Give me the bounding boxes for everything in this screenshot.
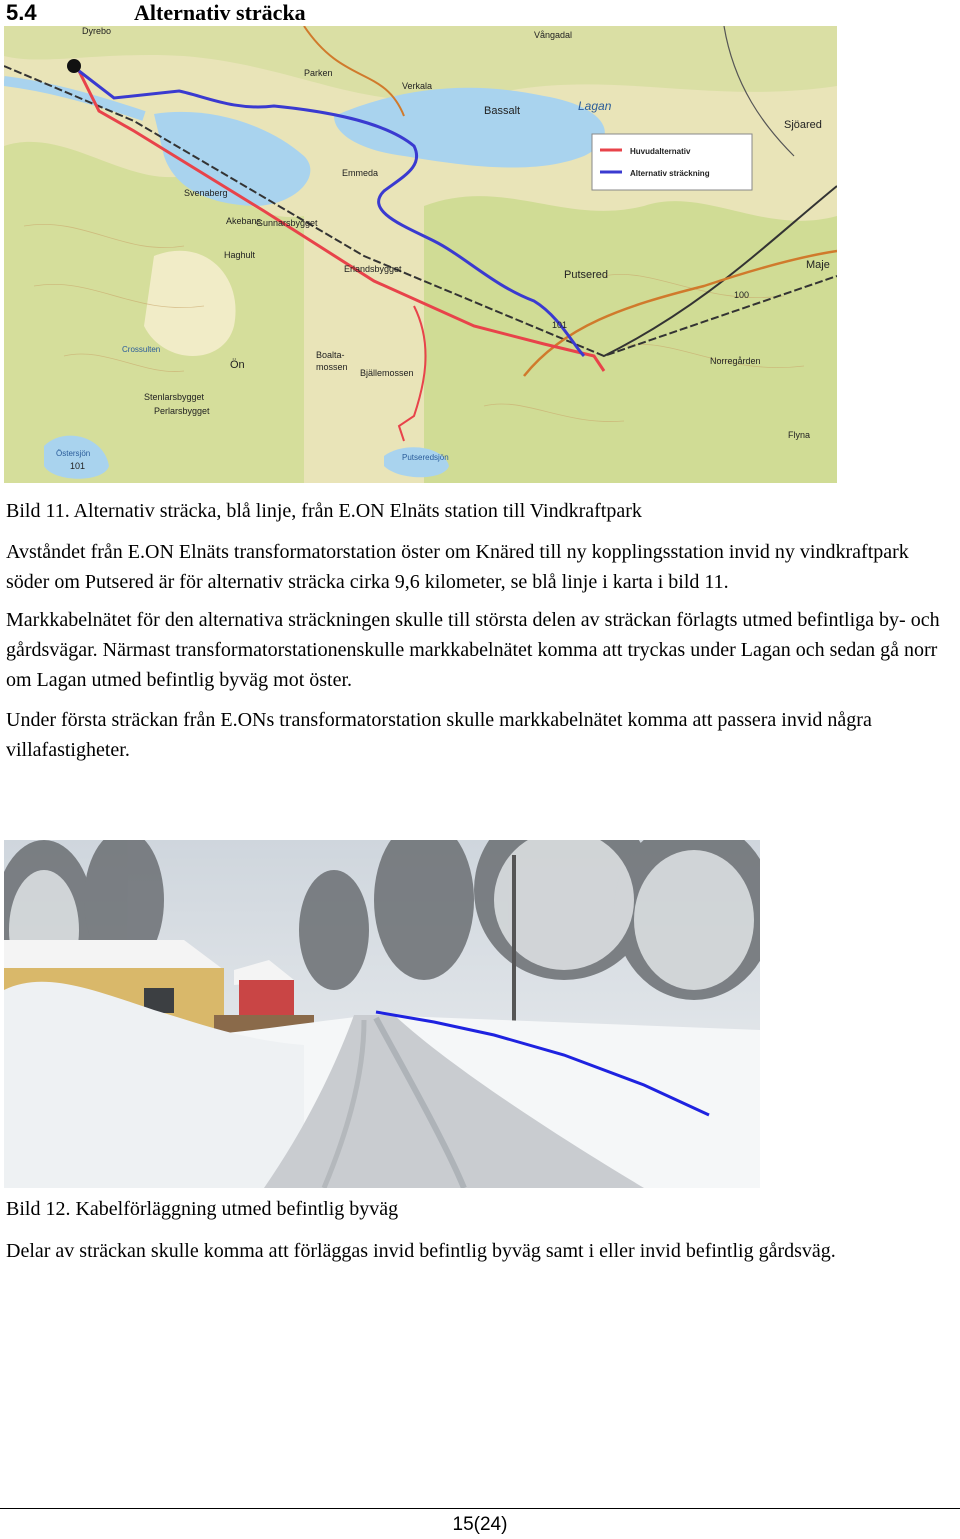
map-legend <box>592 134 752 190</box>
page-number: 15(24) <box>452 1514 508 1535</box>
paragraph-distance: Avståndet från E.ON Elnäts transformatorstation öster om Knäred till ny kopplingsstation invid ny vindkraftpark söder om Putsered är för alternativ sträcka cirka 9,6 kilometer, se blå linje i karta i bild 11. <box>6 541 909 593</box>
paragraph-last: Delar av sträckan skulle komma att förläggas invid befintlig byväg samt i eller invid befintlig gårdsväg. <box>6 1240 836 1262</box>
map-label-haghult: Haghult <box>224 250 256 260</box>
map-label-bassalt: Bassalt <box>484 105 521 117</box>
map-label-perlarsbygget: Perlarsbygget <box>154 406 210 416</box>
map-label-bjallemossen: Bjällemossen <box>360 368 414 378</box>
map-label-parken: Parken <box>304 68 333 78</box>
map-label-r100: 100 <box>734 290 750 300</box>
figure-caption-map: Bild 11. Alternativ sträcka, blå linje, från E.ON Elnäts station till Vindkraftpark <box>6 500 642 522</box>
section-title: Alternativ sträcka <box>134 0 306 25</box>
map-label-lagan: Lagan <box>578 99 612 113</box>
map-label-verkala: Verkala <box>402 81 433 91</box>
legend-main-label: Huvudalternativ <box>630 147 691 156</box>
map-label-boalta: Boalta- <box>316 350 345 360</box>
paragraph-villas: Under första sträckan från E.ONs transformatorstation skulle markkabelnätet komma att passera invid några villafastigheter. <box>6 709 872 761</box>
section-heading <box>6 0 306 26</box>
map-label-knared: Dyrebo <box>82 26 112 36</box>
map-label-flyna: Flyna <box>788 430 811 440</box>
figure-caption-photo: Bild 12. Kabelförläggning utmed befintlig byväg <box>6 1198 399 1220</box>
section-number: 5.4 <box>6 0 37 25</box>
footer-divider <box>0 1508 960 1509</box>
map-label-putsered: Putsered <box>564 269 609 281</box>
map-label-crossulten: Crossulten <box>122 345 161 354</box>
map-label-stenlarsbygget: Stenlarsbygget <box>144 392 205 402</box>
road-photo <box>4 840 760 1188</box>
map-label-r101: 101 <box>552 320 568 330</box>
body-text <box>6 537 946 765</box>
route-map <box>4 26 837 483</box>
map-label-mossen: mossen <box>316 362 348 372</box>
photo-graphic <box>4 840 760 1188</box>
map-label-norregarden: Norregården <box>710 356 761 366</box>
map-label-maje: Maje <box>806 259 830 271</box>
legend-alternative-label: Alternativ sträckning <box>630 169 710 178</box>
map-label-on: Ön <box>230 359 245 371</box>
map-label-ostersjon_num: 101 <box>70 461 86 471</box>
map-label-emmeda: Emmeda <box>342 168 379 178</box>
map-label-ostersjon: Östersjön <box>56 449 91 458</box>
map-label-putseredsjon: Putseredsjön <box>402 453 449 462</box>
map-graphic <box>4 26 837 483</box>
map-label-erlandsbygget: Erlandsbygget <box>344 264 402 274</box>
map-label-sjoared: Sjöared <box>784 119 822 131</box>
map-label-vangadal: Vångadal <box>534 30 573 40</box>
paragraph-cable-route: Markkabelnätet för den alternativa sträckningen skulle till största delen av sträckan förlagts utmed befintliga by- och gårdsvägar. Närmast transformatorstationenskulle markkabelnätet komma att tryckas under Lagan och sedan gå norr om Lagan utmed befintlig byväg mot öster. <box>6 609 940 691</box>
map-label-gunnarsbygget: Gunnarsbygget <box>256 218 318 228</box>
map-label-akebans: Akebans <box>226 216 262 226</box>
map-label-svenaberg: Svenaberg <box>184 188 228 198</box>
